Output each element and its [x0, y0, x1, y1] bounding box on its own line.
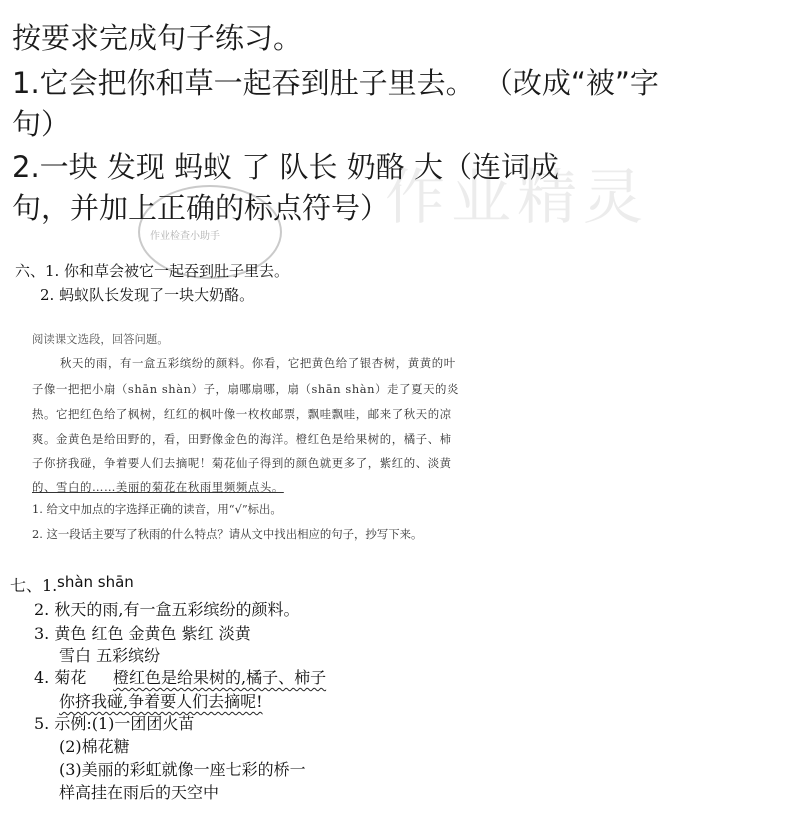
- answer-6-line-2: 2. 蚂蚁队长发现了一块大奶酪。: [40, 286, 255, 304]
- reading-question-1: 1. 给文中加点的字选择正确的读音，用“√”标出。: [32, 502, 282, 516]
- answer-7-item-4-prefix: 4. 菊花: [34, 668, 87, 687]
- passage-line-2: 子像一把把小扇（shān shàn）子，扇哪扇哪，扇（shān shàn）走了夏天的炎: [32, 382, 460, 396]
- answer-7-item-5-line-4: 样高挂在雨后的天空中: [59, 783, 220, 802]
- question-2-line-2: 句，并加上正确的标点符号）: [12, 191, 390, 225]
- answer-7-item-5-line-3: (3)美丽的彩虹就像一座七彩的桥一: [59, 760, 306, 779]
- answer-6-line-1: 你和草会被它一起吞到肚子里去。: [64, 262, 290, 280]
- question-1-line-2: 句）: [12, 107, 71, 141]
- passage-line-3: 热。它把红色给了枫树，红红的枫叶像一枚枚邮票，飘哇飘哇，邮来了秋天的凉: [32, 407, 452, 421]
- passage-line-1: 秋天的雨，有一盒五彩缤纷的颜料。你看，它把黄色给了银杏树，黄黄的叶: [60, 356, 456, 370]
- answer-7-item-3-line-2: 雪白 五彩缤纷: [59, 646, 161, 665]
- question-2-line-1: 2.一块 发现 蚂蚁 了 队长 奶酪 大（连词成: [12, 150, 559, 184]
- passage-line-4: 爽。金黄色是给田野的，看，田野像金色的海洋。橙红色是给果树的，橘子、柿: [32, 432, 452, 446]
- stamp-text: 作业检查小助手: [150, 231, 220, 242]
- answer-7-item-1: shàn shān: [57, 573, 134, 591]
- answer-7-item-4-line-1: 橙红色是给果树的,橘子、柿子: [113, 668, 327, 687]
- answer-7-item-2: 2. 秋天的雨,有一盒五彩缤纷的颜料。: [34, 600, 300, 619]
- reading-question-2: 2. 这一段话主要写了秋雨的什么特点？请从文中找出相应的句子，抄写下来。: [32, 527, 423, 541]
- passage-line-5: 子你挤我碰，争着要人们去摘呢！菊花仙子得到的颜色就更多了，紫红的、淡黄: [32, 456, 452, 470]
- answer-7-item-5-line-1: 5. 示例:(1)一团团火苗: [34, 714, 195, 733]
- question-1-line-1: 1.它会把你和草一起吞到肚子里去。 （改成“被”字: [12, 66, 659, 100]
- answer-6-label: 六、1.: [15, 262, 60, 280]
- answer-7-item-5-line-2: (2)棉花糖: [59, 737, 130, 756]
- passage-line-6: 的、雪白的……美丽的菊花在秋雨里频频点头。: [32, 480, 284, 494]
- answer-7-item-4-line-2: 你挤我碰,争着要人们去摘呢!: [59, 692, 263, 711]
- watermark: 作业精灵: [385, 163, 649, 233]
- reading-intro: 阅读课文选段，回答问题。: [32, 332, 169, 346]
- answer-7-label: 七、1.: [10, 576, 58, 595]
- page-title: 按要求完成句子练习。: [12, 21, 303, 55]
- answer-7-item-3-line-1: 3. 黄色 红色 金黄色 紫红 淡黄: [34, 624, 251, 643]
